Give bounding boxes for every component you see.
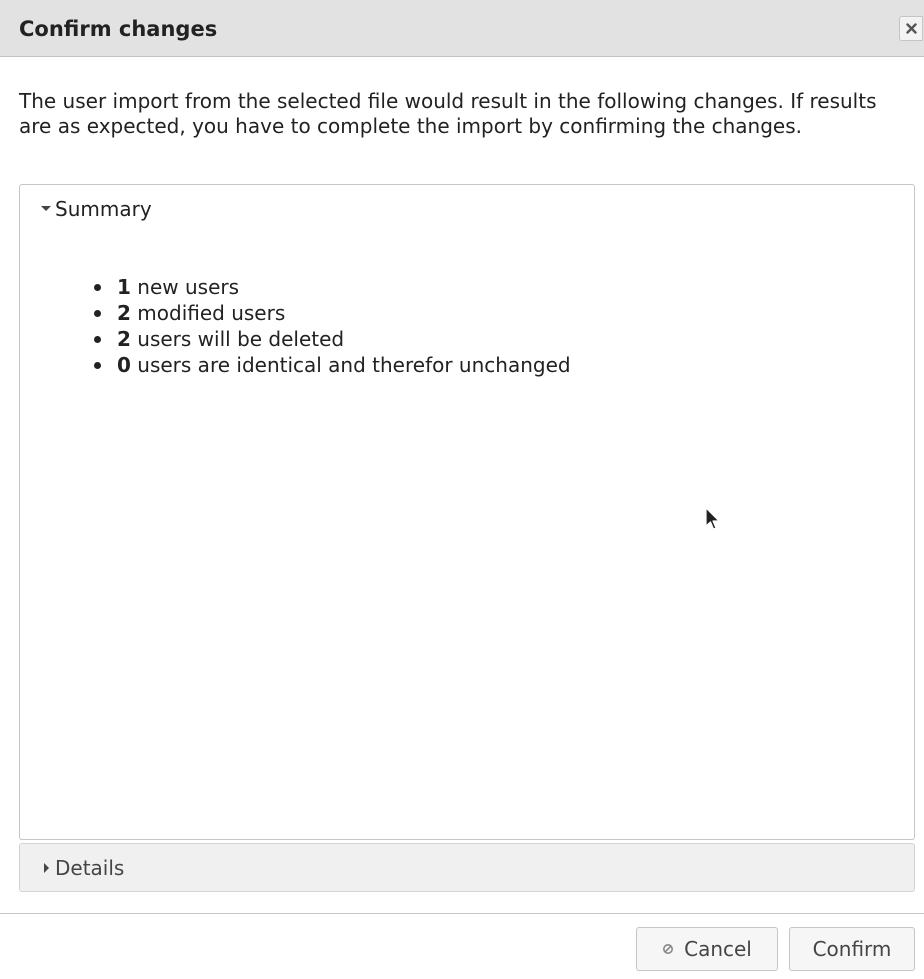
summary-header-label: Summary [55,197,152,221]
confirm-button[interactable] [789,927,915,971]
summary-count: 0 [117,353,131,377]
summary-accordion-header[interactable] [19,184,915,233]
cancel-button[interactable] [636,927,778,971]
caret-down-icon [41,206,51,211]
summary-panel [19,232,915,840]
confirm-button-label: Confirm [812,937,892,961]
list-item [117,300,571,326]
summary-count: 2 [117,327,131,351]
list-item [117,352,571,378]
caret-right-icon [44,863,49,873]
summary-count: 2 [117,301,131,325]
cancel-icon [662,943,674,955]
dialog-title: Confirm changes [19,17,218,41]
close-icon [906,23,917,34]
summary-list [117,274,571,378]
list-item [117,274,571,300]
summary-text: new users [137,275,240,299]
summary-count: 1 [117,275,131,299]
mouse-cursor-icon [704,507,720,531]
list-item [117,326,571,352]
summary-text: users are identical and therefor unchanged [137,353,571,377]
intro-text: The user import from the selected file would result in the following changes. If results are as expected, you have to complete the import by confirming the changes. [19,89,877,138]
details-header-label: Details [55,856,125,880]
details-accordion-header[interactable] [19,843,915,892]
cancel-button-label: Cancel [684,937,752,961]
close-button[interactable] [899,16,923,41]
summary-text: users will be deleted [137,327,345,351]
dialog-titlebar[interactable] [0,0,924,57]
dialog-button-pane [0,913,924,979]
summary-text: modified users [137,301,286,325]
